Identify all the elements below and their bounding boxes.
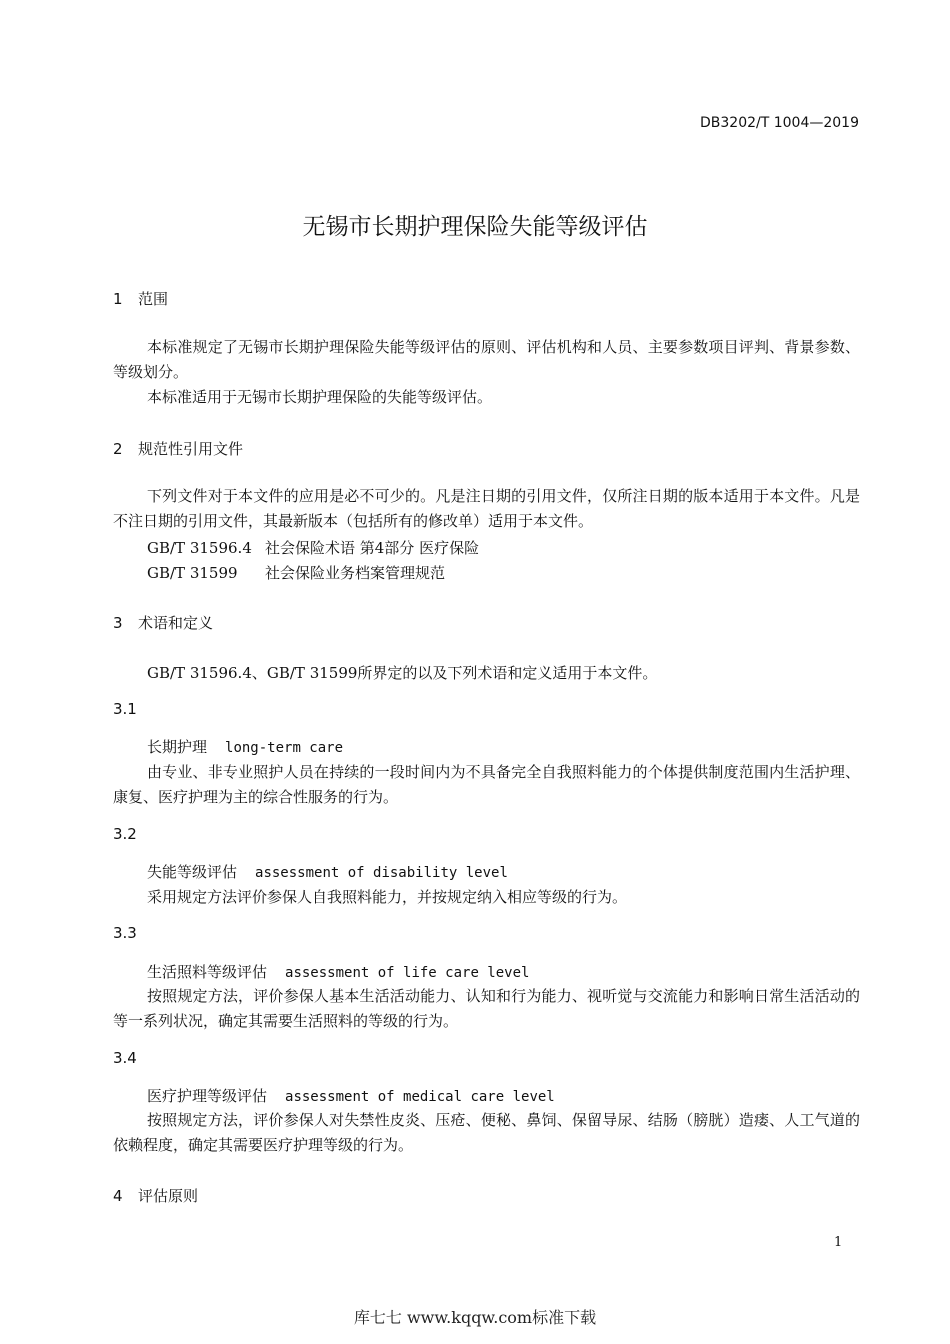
term-heading — [147, 1085, 555, 1106]
section-4-heading — [113, 1185, 198, 1206]
term-number: 3.1 — [113, 700, 137, 718]
section-1-paragraph-2: 本标准适用于无锡市长期护理保险的失能等级评估。 — [147, 388, 493, 406]
term-zh: 长期护理 — [147, 738, 208, 756]
term-zh: 生活照料等级评估 — [147, 963, 268, 981]
reference-code: GB/T 31596.4 — [147, 539, 252, 557]
section-3-paragraph-1: GB/T 31596.4、GB/T 31599所界定的以及下列术语和定义适用于本文件。 — [147, 664, 658, 682]
reference-title: 社会保险业务档案管理规范 — [265, 564, 446, 582]
footer-watermark: 库七七 www.kqqw.com标准下载 — [353, 1308, 597, 1327]
section-number: 3 — [113, 614, 123, 632]
term-en: assessment of medical care level — [285, 1089, 555, 1105]
reference-item — [147, 562, 445, 583]
section-1-paragraph-1: 本标准规定了无锡市长期护理保险失能等级评估的原则、评估机构和人员、主要参数项目评判、背景参数、等级划分。 — [113, 338, 860, 381]
section-title: 规范性引用文件 — [138, 440, 244, 458]
section-number: 1 — [113, 290, 123, 308]
reference-item — [147, 537, 479, 558]
term-number: 3.4 — [113, 1049, 137, 1067]
term-heading — [147, 861, 508, 882]
section-3-heading — [113, 612, 213, 633]
document-number: DB3202/T 1004—2019 — [700, 115, 859, 131]
section-title: 评估原则 — [138, 1187, 199, 1205]
term-en: assessment of disability level — [255, 865, 508, 881]
term-definition: 按照规定方法，评价参保人对失禁性皮炎、压疮、便秘、鼻饲、保留导尿、结肠（膀胱）造瘘、人工气道的依赖程度，确定其需要医疗护理等级的行为。 — [113, 1111, 860, 1154]
page-number: 1 — [834, 1235, 843, 1250]
reference-title: 社会保险术语 第4部分 医疗保险 — [265, 539, 480, 557]
section-title: 范围 — [138, 290, 169, 308]
reference-code: GB/T 31599 — [147, 564, 238, 582]
term-en: assessment of life care level — [285, 965, 530, 981]
term-heading — [147, 961, 529, 982]
section-number: 2 — [113, 440, 123, 458]
term-definition: 由专业、非专业照护人员在持续的一段时间内为不具备完全自我照料能力的个体提供制度范围内生活护理、康复、医疗护理为主的综合性服务的行为。 — [113, 763, 860, 806]
section-1-heading — [113, 288, 168, 309]
section-title: 术语和定义 — [138, 614, 214, 632]
section-2-paragraph-1: 下列文件对于本文件的应用是必不可少的。凡是注日期的引用文件，仅所注日期的版本适用于本文件。凡是不注日期的引用文件，其最新版本（包括所有的修改单）适用于本文件。 — [113, 487, 860, 530]
term-number: 3.3 — [113, 924, 137, 942]
term-definition: 按照规定方法，评价参保人基本生活活动能力、认知和行为能力、视听觉与交流能力和影响日常生活活动的等一系列状况，确定其需要生活照料的等级的行为。 — [113, 987, 860, 1030]
section-2-heading — [113, 438, 243, 459]
page-title: 无锡市长期护理保险失能等级评估 — [302, 214, 648, 240]
term-heading — [147, 736, 343, 757]
term-zh: 失能等级评估 — [147, 863, 238, 881]
term-zh: 医疗护理等级评估 — [147, 1087, 268, 1105]
term-en: long-term care — [225, 740, 344, 756]
term-number: 3.2 — [113, 825, 137, 843]
term-definition: 采用规定方法评价参保人自我照料能力，并按规定纳入相应等级的行为。 — [147, 888, 628, 906]
section-number: 4 — [113, 1187, 123, 1205]
